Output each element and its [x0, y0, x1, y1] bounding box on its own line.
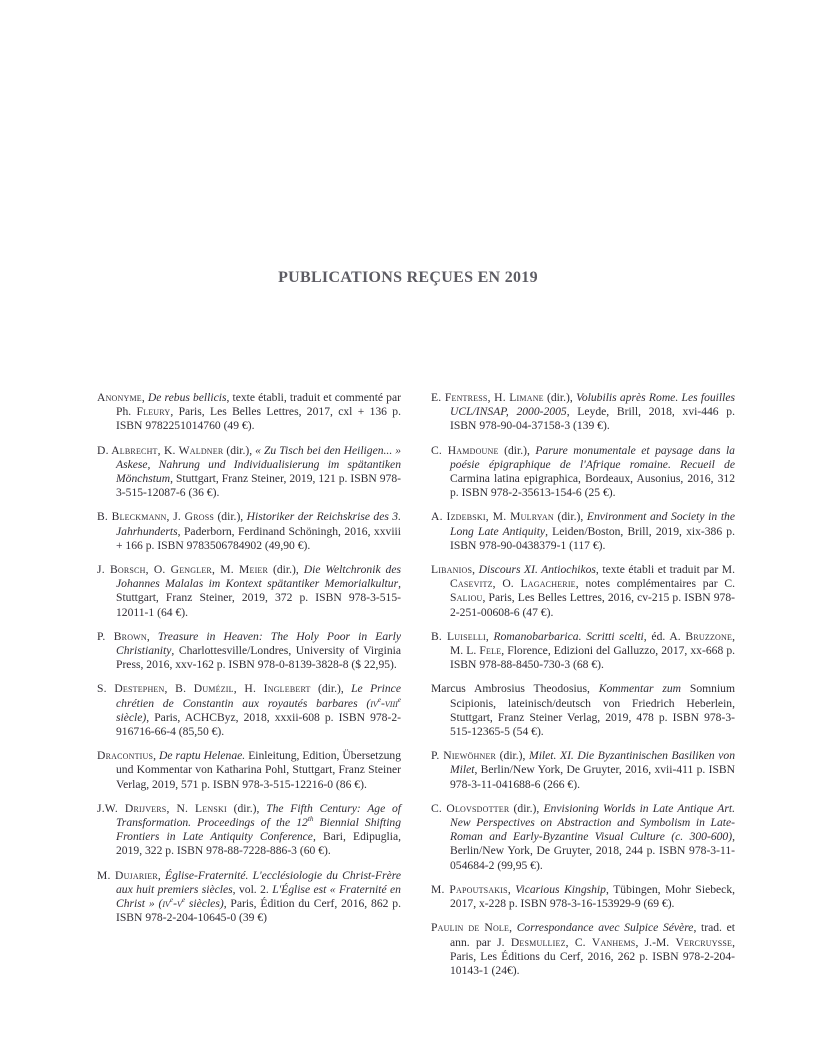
- text-segment: , Berlin/New York, De Gruyter, 2016, xvii-411 p. ISBN 978-3-11-041688-6 (266 €).: [450, 763, 735, 791]
- text-segment: Casevitz: [450, 577, 493, 591]
- text-segment: , Paris, Édition du Cerf, 2016, 862 p. ISBN 978-2-204-10645-0 (39 €): [116, 897, 401, 925]
- text-segment: Environment and Society in the Long Late Antiquity: [450, 510, 735, 538]
- text-segment: Anonyme: [97, 391, 142, 404]
- text-segment: , texte établi, traduit et commenté par Ph.: [116, 391, 401, 419]
- text-segment: , O.: [492, 577, 521, 591]
- text-segment: , Tübingen, Mohr Siebeck, 2017, x-228 p. ISBN 978-3-16-153929-9 (69 €).: [450, 882, 736, 911]
- text-segment: ,: [485, 629, 494, 643]
- text-segment: Marcus Ambrosius Theodosius,: [431, 682, 599, 696]
- text-segment: , éd. A.: [643, 629, 686, 643]
- text-segment: D. Albrecht, K. Waldner: [97, 443, 224, 457]
- text-segment: Bruzzone: [685, 629, 733, 643]
- text-segment: (dir.),: [214, 510, 247, 524]
- text-segment: -: [381, 696, 385, 710]
- text-segment: Einleitung, Edition, Übersetzung und Kommentar von Katharina Pohl, Stuttgart, Franz Steiner Verlag, 2019, 571 p. ISBN 978-3-515-12216-0 (86 €).: [116, 749, 401, 791]
- text-segment: Vercruysse: [675, 935, 733, 949]
- text-segment: M. Dujarier: [97, 868, 158, 882]
- text-segment: Fleury: [136, 405, 171, 419]
- text-segment: , Paris, Les Belles Lettres, 2017, cxl + 136 p. ISBN 9782251014760 (49 €).: [116, 405, 402, 433]
- text-segment: M. Papoutsakis: [431, 882, 508, 896]
- entry-hamdoune: [431, 444, 735, 501]
- text-segment: Milet. XI. Die Byzantinischen Basiliken von Milet: [450, 749, 735, 777]
- text-segment: , texte établi et traduit par M.: [595, 563, 735, 577]
- entry-papoutsakis: [431, 883, 735, 911]
- text-segment: De raptu Helenae.: [159, 749, 246, 763]
- entry-macrobius: [431, 682, 735, 739]
- text-segment: Église-Fraternité. L'ecclésiologie du Christ-Frère aux huit premiers siècles: [116, 868, 401, 896]
- text-segment: E. Fentress, H. Limane: [431, 391, 544, 404]
- text-segment: Envisioning Worlds in Late Antique Art. New Perspectives on Abstraction and Symbolism in Late-Roman and Early-Byzantine Visual Culture (c. 300-600): [450, 801, 736, 844]
- text-segment: e: [377, 695, 382, 704]
- text-segment: Discours XI. Antiochikos: [478, 563, 596, 577]
- text-segment: siècle): [116, 710, 147, 724]
- text-segment: C. Olovsdotter: [431, 801, 510, 815]
- left-column: [97, 391, 401, 988]
- text-segment: , Berlin/New York, De Gruyter, 2018, 244 p. ISBN 978-3-11-054684-2 (99,95 €).: [450, 830, 735, 872]
- text-segment: (dir.),: [498, 443, 536, 457]
- text-segment: P. Niewöhner: [431, 749, 497, 763]
- text-segment: A. Izdebski, M. Mulryan: [431, 510, 554, 524]
- text-segment: (dir.),: [543, 391, 577, 404]
- text-segment: Saliou: [450, 591, 483, 605]
- text-segment: , lateinisch/deutsch von Friedrich Heberlein, Stuttgart, Franz Steiner Verlag, 2019, 478 p. ISBN 978-3-515-12365-5 (54 €).: [450, 696, 735, 739]
- text-segment: Fele: [479, 644, 502, 658]
- text-segment: ,: [141, 391, 148, 404]
- text-segment: e: [181, 896, 186, 905]
- text-segment: -: [173, 897, 177, 911]
- text-segment: ,: [472, 563, 479, 577]
- text-segment: th: [307, 815, 314, 824]
- text-segment: , Paris, Les Belles Lettres, 2016, cv-215 p. ISBN 978-2-251-00608-6 (47 €).: [450, 591, 735, 619]
- text-segment: Kommentar zum: [598, 682, 690, 696]
- text-segment: C. Hamdoune: [431, 443, 499, 457]
- text-segment: , Bari, Edipuglia, 2019, 322 p. ISBN 978-88-7228-886-3 (60 €).: [116, 830, 401, 858]
- text-segment: , Stuttgart, Franz Steiner, 2019, 372 p. ISBN 978-3-515-12011-1 (64 €).: [116, 577, 401, 619]
- text-segment: , J.-M.: [635, 935, 676, 949]
- entry-dracontius: [97, 749, 401, 792]
- text-segment: , Paderborn, Ferdinand Schöningh, 2016, xxviii + 166 p. ISBN 9783506784902 (49,90 €).: [116, 524, 401, 552]
- text-segment: Desmulliez: [510, 935, 566, 949]
- text-segment: De rebus bellicis: [147, 391, 227, 404]
- text-segment: Parure monumentale et paysage dans la poésie épigraphique de l'Afrique romaine. Recueil de: [450, 443, 735, 471]
- text-segment: (dir.),: [496, 749, 530, 763]
- text-segment: Romanobarbarica. Scritti scelti: [493, 629, 644, 643]
- text-segment: viii: [384, 696, 398, 710]
- text-segment: , trad. et ann. par J.: [450, 921, 736, 949]
- text-segment: , Charlottesville/Londres, University of Virginia Press, 2016, xxv-162 p. ISBN 978-0-8139-3828-8 ($ 22,95).: [116, 644, 401, 672]
- entry-destephen: [97, 682, 401, 739]
- text-segment: , Leiden/Boston, Brill, 2019, xix-386 p. ISBN 978-90-0438379-1 (117 €).: [450, 524, 736, 552]
- text-segment: Le Prince chrétien de Constantin aux royautés barbares (: [116, 682, 401, 710]
- text-segment: (dir.),: [553, 510, 587, 524]
- text-segment: , Florence, Edizioni del Galluzzo, 2017, xx-668 p. ISBN 978-88-8450-730-3 (68 €).: [450, 644, 736, 672]
- text-segment: Paulin de Nole: [431, 921, 510, 935]
- text-segment: Vicarious Kingship: [515, 882, 606, 896]
- text-segment: (dir.),: [310, 682, 352, 696]
- text-segment: e: [169, 896, 174, 905]
- text-segment: iv: [370, 696, 378, 710]
- page-title: PUBLICATIONS REÇUES EN 2019: [278, 269, 538, 286]
- entry-brown: [97, 630, 401, 673]
- text-segment: (dir.),: [226, 801, 267, 815]
- text-segment: , Leyde, Brill, 2018, xvi-446 p. ISBN 978-90-04-37158-3 (139 €).: [450, 405, 735, 433]
- text-segment: Lagacherie: [520, 577, 576, 591]
- text-segment: , Paris, ACHCByz, 2018, xxxii-608 p. ISBN 978-2-916716-66-4 (85,50 €).: [116, 710, 401, 739]
- text-segment: Libanios: [431, 563, 473, 577]
- text-segment: , vol. 2.: [232, 882, 273, 896]
- text-segment: Correspondance avec Sulpice Sévère: [516, 921, 694, 935]
- right-column: [431, 391, 735, 988]
- text-segment: B. Luiselli: [431, 629, 486, 643]
- text-segment: e: [397, 695, 401, 704]
- text-segment: Treasure in Heaven: The Holy Poor in Early Christianity: [116, 629, 402, 658]
- text-segment: , M. L.: [450, 629, 735, 658]
- entry-izdebski: [431, 510, 735, 553]
- text-segment: siècles): [185, 897, 224, 911]
- text-segment: (dir.),: [268, 563, 304, 577]
- text-segment: ,: [507, 882, 516, 896]
- text-segment: Somnium Scipionis: [450, 682, 736, 710]
- two-column-layout: [97, 391, 735, 988]
- text-segment: iv: [162, 897, 170, 911]
- text-segment: , notes complémentaires par C.: [575, 577, 736, 591]
- text-segment: Biennial Shifting Frontiers in Late Antiquity Conference: [116, 816, 402, 844]
- entry-libanios: [431, 563, 735, 620]
- entry-albrecht: [97, 444, 401, 501]
- entry-drijvers: [97, 802, 401, 859]
- text-segment: L'Église est « Fraternité en Christ » (: [116, 882, 401, 911]
- entry-olovsdotter: [431, 802, 735, 873]
- text-segment: Carmina latina epigraphica: [450, 472, 579, 486]
- text-segment: J.W. Drijvers, N. Lenski: [97, 801, 227, 815]
- text-segment: Die Weltchronik des Johannes Malalas im Kontext spätantiker Memorialkultur: [116, 563, 401, 591]
- entry-borsch: [97, 563, 401, 620]
- text-segment: S. Destephen, B. Dumézil, H. Inglebert: [97, 682, 311, 696]
- text-segment: B. Bleckmann, J. Gross: [97, 510, 215, 524]
- entry-paulin: [431, 921, 735, 978]
- text-segment: v: [176, 897, 182, 911]
- text-segment: ,: [509, 921, 517, 935]
- text-segment: ,: [146, 629, 158, 643]
- text-segment: ,: [153, 749, 160, 763]
- text-segment: « Zu Tisch bei den Heiligen... » Askese, Nahrung und Individualisierung im spätantiken Mönchstum: [116, 443, 402, 486]
- text-segment: , Paris, Les Éditions du Cerf, 2016, 262 p. ISBN 978-2-204-10143-1 (24€).: [450, 935, 735, 977]
- entry-niewohner: [431, 749, 735, 792]
- text-segment: Historiker der Reichskrise des 3. Jahrhunderts: [116, 510, 401, 538]
- text-segment: The Fifth Century: Age of Transformation. Proceedings of the 12: [116, 801, 401, 830]
- text-segment: Dracontius: [97, 749, 154, 763]
- entry-fentress: [431, 391, 735, 434]
- text-segment: , Stuttgart, Franz Steiner, 2019, 121 p. ISBN 978-3-515-12087-6 (36 €).: [116, 472, 401, 500]
- entry-bleckmann: [97, 510, 401, 553]
- text-segment: (dir.),: [509, 801, 544, 815]
- entry-dujarier: [97, 869, 401, 926]
- text-segment: (dir.),: [223, 443, 256, 457]
- text-segment: P. Brown: [97, 629, 147, 643]
- entry-luiselli: [431, 630, 735, 673]
- text-segment: , C.: [565, 935, 592, 949]
- entry-anonyme: [97, 391, 401, 434]
- text-segment: Vanhems: [591, 935, 636, 949]
- text-segment: Volubilis après Rome. Les fouilles UCL/INSAP, 2000-2005: [450, 391, 735, 419]
- text-segment: , Bordeaux, Ausonius, 2016, 312 p. ISBN 978-2-35613-154-6 (25 €).: [450, 472, 735, 500]
- text-segment: ,: [157, 868, 166, 882]
- text-segment: J. Borsch, O. Gengler, M. Meier: [97, 563, 269, 577]
